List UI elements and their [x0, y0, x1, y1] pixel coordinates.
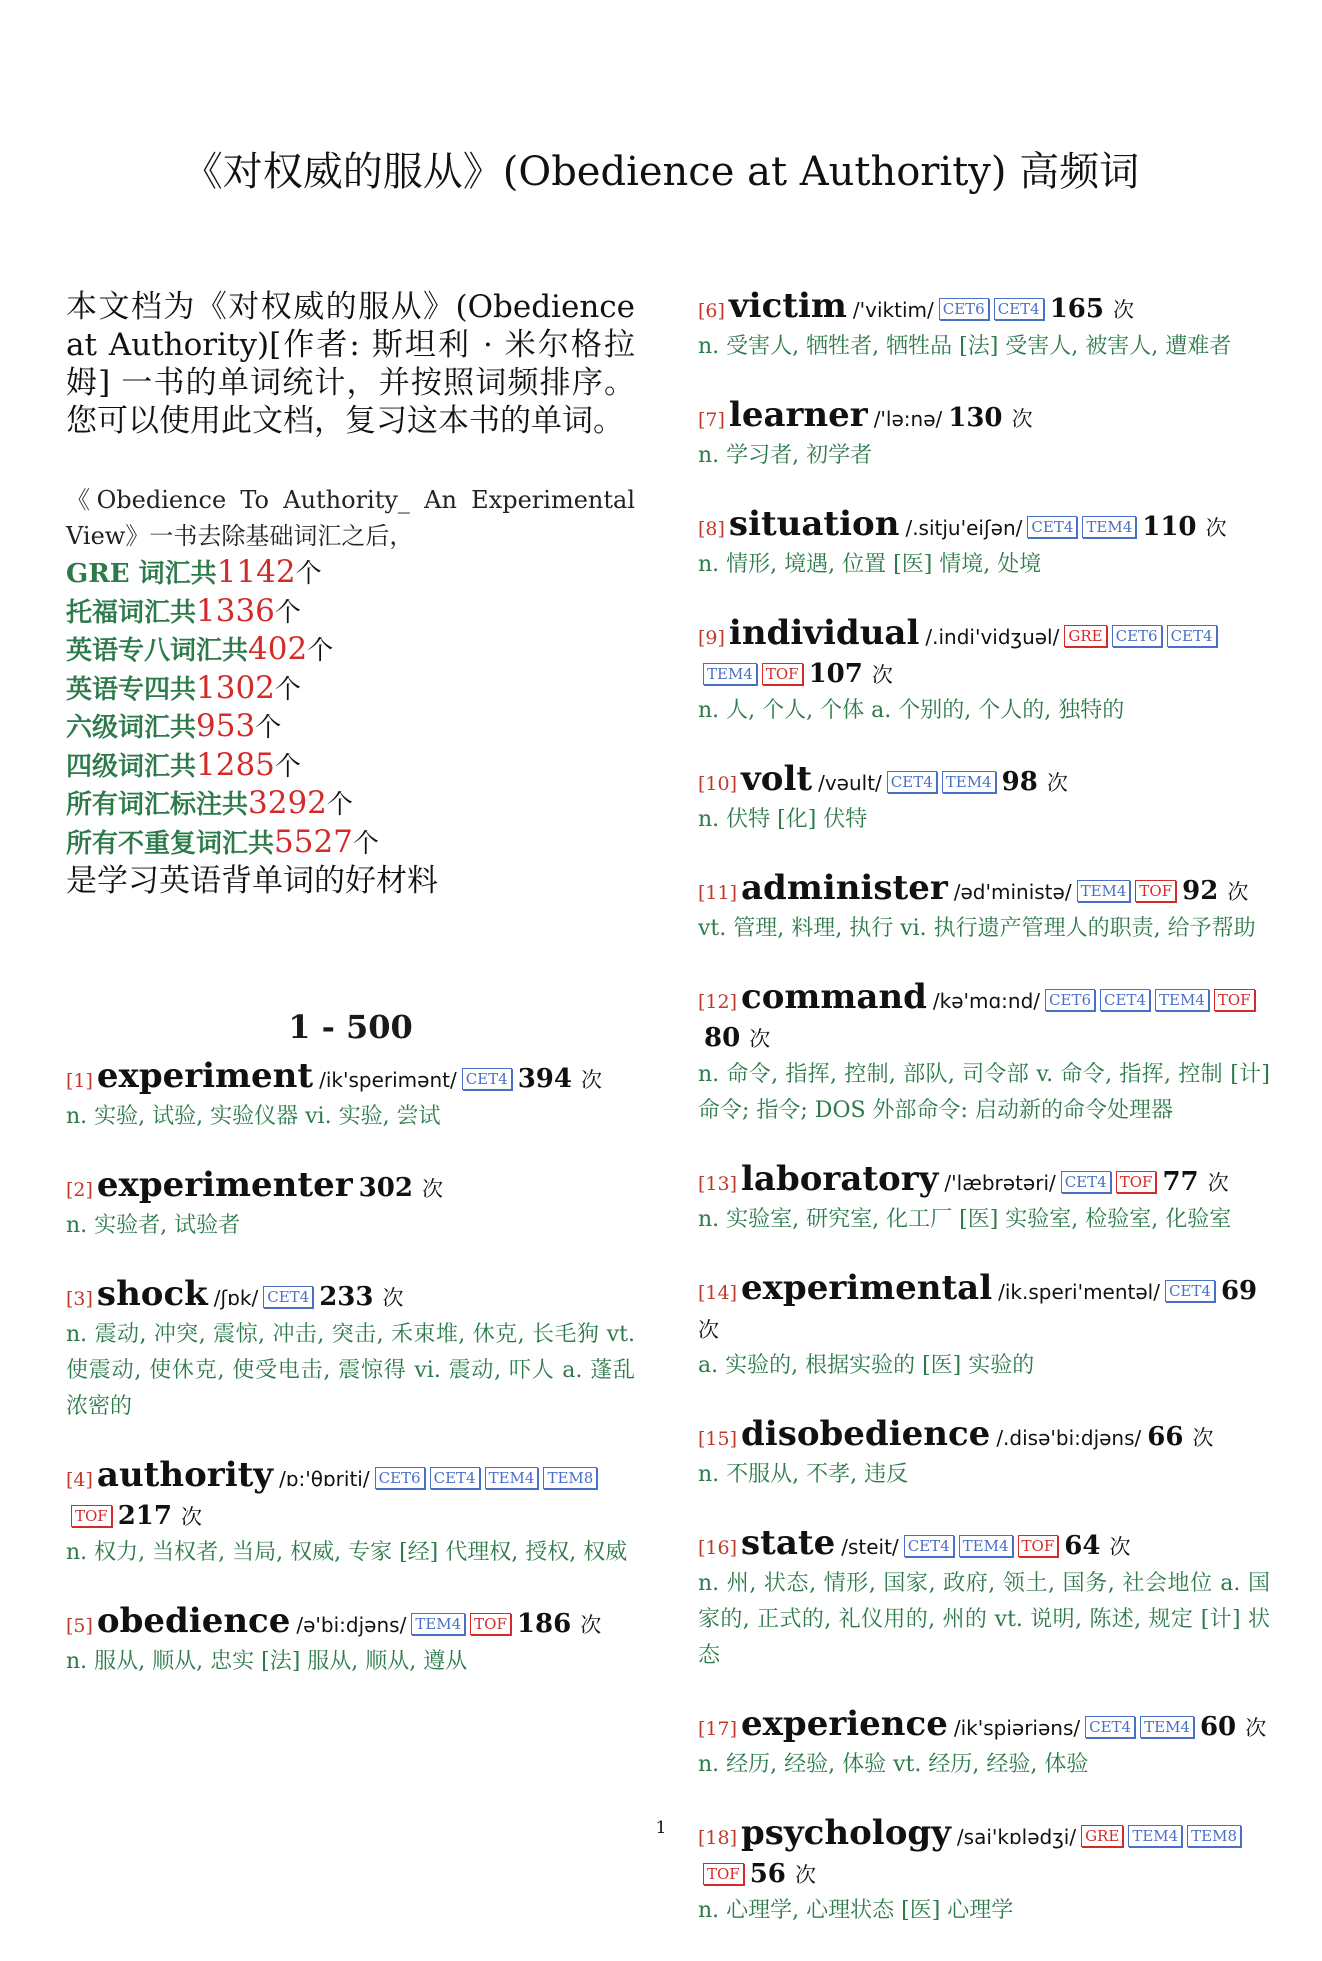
count-unit: 次 — [749, 1027, 771, 1051]
entry-definition: n. 实验室, 研究室, 化工厂 [医] 实验室, 检验室, 化验室 — [698, 1207, 1232, 1232]
stat-row — [66, 554, 635, 593]
stat-value: 1142 — [216, 554, 296, 590]
level-tag: CET4 — [1027, 516, 1077, 538]
entry-definition: n. 伏特 [化] 伏特 — [698, 807, 868, 832]
word-entry — [66, 1058, 635, 1135]
entry-phonetic: /'lə:nə/ — [873, 407, 943, 431]
stat-value: 1302 — [196, 669, 275, 706]
entry-count: 394 — [517, 1064, 582, 1094]
level-tag: TEM8 — [1187, 1825, 1241, 1847]
level-tag: CET4 — [1165, 1280, 1215, 1302]
level-tag: TEM4 — [411, 1613, 465, 1635]
entry-definition: n. 服从, 顺从, 忠实 [法] 服从, 顺从, 遵从 — [66, 1649, 468, 1674]
count-unit: 次 — [581, 1068, 603, 1092]
word-entry — [698, 397, 1270, 474]
level-tag: CET4 — [1100, 989, 1150, 1011]
entry-definition: n. 不服从, 不孝, 违反 — [698, 1462, 909, 1487]
entry-definition: n. 情形, 境遇, 位置 [医] 情境, 处境 — [698, 552, 1042, 577]
entry-count: 165 — [1049, 294, 1114, 324]
level-tag: TEM4 — [703, 663, 757, 685]
stats-list — [66, 554, 635, 862]
entry-count: 64 — [1064, 1531, 1110, 1561]
entry-index: [3] — [66, 1288, 93, 1310]
entry-head — [66, 1167, 635, 1208]
stat-unit: 个 — [307, 636, 334, 666]
count-unit: 次 — [1046, 771, 1068, 795]
entry-word: command — [741, 977, 927, 1017]
entry-index: [7] — [698, 409, 725, 431]
entry-word: administer — [741, 868, 948, 908]
entry-definition: n. 人, 个人, 个体 a. 个别的, 个人的, 独特的 — [698, 698, 1125, 723]
entry-count: 302 — [358, 1173, 422, 1203]
entry-count: 217 — [117, 1501, 182, 1531]
count-unit: 次 — [1207, 1171, 1229, 1195]
word-entry — [66, 1276, 635, 1425]
entry-phonetic: /steit/ — [841, 1535, 899, 1559]
entry-head — [698, 506, 1270, 547]
entry-word: experimental — [741, 1268, 993, 1308]
entry-count: 66 — [1147, 1422, 1193, 1452]
level-tag: CET6 — [375, 1467, 425, 1489]
level-tag: GRE — [1081, 1825, 1123, 1847]
stat-label: 四级词汇共 — [66, 751, 197, 782]
stat-unit: 个 — [326, 790, 353, 820]
stat-value: 5527 — [274, 823, 353, 860]
level-tag: CET4 — [462, 1068, 512, 1090]
entry-count: 77 — [1162, 1167, 1208, 1197]
intro-paragraph: 本文档为《对权威的服从》(Obedience at Authority)[作者: 斯坦利 · 米尔格拉姆] 一书的单词统计，并按照词频排序。您可以使用此文档，复习这本书的单词。 — [66, 289, 635, 439]
word-entry — [698, 761, 1270, 838]
entry-head — [698, 979, 1270, 1057]
entry-phonetic: /.indi'vidʒuəl/ — [925, 625, 1060, 649]
entry-head — [698, 1161, 1270, 1202]
entry-phonetic: /vəult/ — [818, 771, 882, 795]
level-tag: TOF — [71, 1505, 112, 1527]
level-tag: TEM4 — [1155, 989, 1209, 1011]
entry-index: [6] — [698, 300, 725, 322]
level-tag: CET4 — [263, 1286, 313, 1308]
closing-line: 是学习英语背单词的好材料 — [66, 863, 438, 899]
level-tag: TEM4 — [485, 1467, 539, 1489]
entry-head — [66, 1276, 635, 1317]
word-entry — [698, 979, 1270, 1129]
entry-index: [13] — [698, 1173, 738, 1195]
count-unit: 次 — [1011, 407, 1033, 431]
count-unit: 次 — [181, 1505, 203, 1529]
stat-row — [66, 708, 635, 747]
entry-phonetic: /ik'sperimənt/ — [319, 1068, 457, 1092]
entry-phonetic: /ɒ:'θɒriti/ — [279, 1467, 370, 1491]
entry-index: [2] — [66, 1179, 93, 1201]
entry-count: 110 — [1142, 512, 1206, 542]
stat-unit: 个 — [274, 597, 301, 628]
entry-definition: n. 实验者, 试验者 — [66, 1213, 241, 1238]
entry-definition: n. 受害人, 牺牲者, 牺牲品 [法] 受害人, 被害人, 遭难者 — [698, 334, 1232, 359]
level-tag: CET4 — [994, 298, 1044, 320]
entry-head — [66, 1603, 635, 1644]
entry-count: 60 — [1199, 1712, 1246, 1742]
count-unit: 次 — [698, 1318, 719, 1342]
entry-head — [698, 1706, 1270, 1747]
count-unit: 次 — [1205, 516, 1227, 540]
entry-phonetic: /əd'ministə/ — [953, 880, 1072, 904]
entry-head — [698, 397, 1270, 438]
stat-label: 所有不重复词汇共 — [66, 828, 275, 859]
entry-word: authority — [96, 1455, 274, 1495]
entry-word: shock — [96, 1274, 208, 1314]
entry-head — [66, 1058, 635, 1099]
stat-row — [66, 670, 635, 709]
count-unit: 次 — [1109, 1535, 1131, 1559]
word-entry — [698, 870, 1270, 947]
level-tag: TEM8 — [543, 1467, 597, 1489]
level-tag: TEM4 — [1082, 516, 1136, 538]
level-tag: TEM4 — [1128, 1825, 1182, 1847]
entry-phonetic: /.disə'bi:djəns/ — [996, 1426, 1142, 1450]
stat-row — [66, 631, 635, 670]
level-tag: CET4 — [904, 1535, 954, 1557]
entry-count: 92 — [1182, 876, 1228, 906]
entry-definition: n. 权力, 当权者, 当局, 权威, 专家 [经] 代理权, 授权, 权威 — [66, 1540, 628, 1565]
level-tag: TOF — [762, 663, 803, 685]
stat-unit: 个 — [274, 751, 301, 782]
entry-phonetic: /'viktim/ — [852, 298, 934, 322]
entry-list-right — [698, 288, 1270, 1929]
entry-definition: n. 学习者, 初学者 — [698, 443, 873, 468]
entry-word: experimenter — [96, 1165, 353, 1205]
stat-label: 英语专八词汇共 — [66, 636, 249, 666]
entry-phonetic: /ʃɒk/ — [213, 1286, 259, 1310]
entry-index: [5] — [66, 1615, 93, 1637]
stat-row — [66, 824, 635, 863]
entry-word: psychology — [741, 1813, 951, 1853]
count-unit: 次 — [1227, 880, 1249, 904]
level-tag: TOF — [470, 1613, 511, 1635]
entry-definition: n. 心理学, 心理状态 [医] 心理学 — [698, 1898, 1014, 1923]
stat-label: 所有词汇标注共 — [66, 790, 249, 820]
level-tag: CET4 — [1085, 1716, 1135, 1738]
count-unit: 次 — [382, 1286, 404, 1310]
entry-definition: n. 州, 状态, 情形, 国家, 政府, 领土, 国务, 社会地位 a. 国家的, 正式的, 礼仪用的, 州的 vt. 说明, 陈述, 规定 [计] 状态 — [698, 1571, 1270, 1668]
level-tag: CET6 — [1112, 625, 1162, 647]
entry-head — [698, 288, 1270, 329]
entry-count: 80 — [704, 1023, 750, 1053]
entry-word: experience — [741, 1704, 948, 1744]
count-unit: 次 — [421, 1177, 443, 1201]
entry-definition: n. 震动, 冲突, 震惊, 冲击, 突击, 禾束堆, 休克, 长毛狗 vt. 使震动, 使休克, 使受电击, 震惊得 vi. 震动, 吓人 a. 蓬乱浓密的 — [66, 1322, 635, 1419]
count-unit: 次 — [580, 1613, 602, 1637]
entry-head — [698, 1270, 1270, 1348]
entry-count: 69 — [1220, 1276, 1258, 1306]
page-number: 1 — [655, 1818, 667, 1838]
entry-count: 186 — [516, 1609, 581, 1639]
level-tag: GRE — [1064, 625, 1106, 647]
book-subtitle: 《Obedience To Authority_ An Experimental View》一书去除基础词汇之后， — [66, 486, 635, 550]
entry-word: victim — [728, 286, 847, 326]
level-tag: CET4 — [1061, 1171, 1111, 1193]
stat-unit: 个 — [274, 674, 301, 705]
word-entry — [698, 1161, 1270, 1238]
count-unit: 次 — [794, 1863, 816, 1887]
level-tag: TOF — [1135, 880, 1176, 902]
level-tag: CET4 — [1167, 625, 1217, 647]
stat-unit: 个 — [352, 828, 379, 859]
level-tag: TOF — [1214, 989, 1255, 1011]
stat-unit: 个 — [255, 713, 282, 743]
stat-value: 1285 — [196, 746, 275, 783]
count-unit: 次 — [1113, 298, 1135, 322]
left-column — [66, 288, 635, 1712]
entry-head — [698, 761, 1270, 802]
entry-definition: a. 实验的, 根据实验的 [医] 实验的 — [698, 1353, 1035, 1378]
level-tag: TEM4 — [959, 1535, 1013, 1557]
entry-word: individual — [728, 613, 920, 653]
entry-phonetic: /ə'bi:djəns/ — [296, 1613, 407, 1637]
entry-phonetic: /ik.speri'mentəl/ — [998, 1280, 1160, 1304]
entry-word: state — [741, 1523, 836, 1563]
level-tag: CET6 — [939, 298, 989, 320]
word-entry — [698, 506, 1270, 583]
entry-index: [9] — [698, 627, 725, 649]
word-entry — [698, 1270, 1270, 1384]
stat-value: 3292 — [248, 785, 327, 821]
entry-phonetic: /sai'kɒlədʒi/ — [956, 1825, 1077, 1849]
level-tag: CET4 — [430, 1467, 480, 1489]
count-unit: 次 — [1245, 1716, 1267, 1740]
level-tag: TOF — [1116, 1171, 1157, 1193]
entry-phonetic: /kə'mɑ:nd/ — [932, 989, 1041, 1013]
entry-index: [17] — [698, 1718, 738, 1740]
level-tag: CET4 — [887, 771, 937, 793]
page-title: 《对权威的服从》(Obedience at Authority) 高频词 — [182, 149, 1140, 195]
entry-count: 98 — [1001, 767, 1047, 797]
word-entry — [698, 288, 1270, 365]
entry-word: laboratory — [741, 1159, 939, 1199]
entry-count: 56 — [749, 1859, 795, 1889]
entry-head — [698, 870, 1270, 911]
entry-index: [11] — [698, 882, 738, 904]
level-tag: TEM4 — [1077, 880, 1131, 902]
entry-definition: n. 经历, 经验, 体验 vt. 经历, 经验, 体验 — [698, 1752, 1089, 1777]
entry-phonetic: /.sitju'eiʃən/ — [905, 516, 1023, 540]
entry-index: [18] — [698, 1827, 738, 1849]
entry-phonetic: /'læbrətəri/ — [944, 1171, 1056, 1195]
entry-index: [10] — [698, 773, 738, 795]
entry-word: experiment — [96, 1056, 314, 1096]
entry-index: [14] — [698, 1282, 738, 1304]
entry-count: 130 — [948, 403, 1012, 433]
entry-index: [8] — [698, 518, 725, 540]
stat-label: 英语专四共 — [66, 674, 197, 705]
stat-value: 1336 — [196, 592, 275, 629]
entry-head — [66, 1457, 635, 1535]
stat-value: 402 — [248, 631, 308, 667]
level-tag: TOF — [703, 1863, 744, 1885]
entry-head — [698, 1416, 1270, 1457]
entry-head — [698, 615, 1270, 693]
stat-label: 托福词汇共 — [66, 597, 197, 628]
entry-index: [12] — [698, 991, 738, 1013]
entry-definition: vt. 管理, 料理, 执行 vi. 执行遗产管理人的职责, 给予帮助 — [698, 916, 1256, 941]
stat-row — [66, 785, 635, 824]
entry-count: 107 — [808, 659, 872, 689]
word-entry — [698, 1525, 1270, 1674]
entry-word: volt — [741, 759, 813, 799]
word-entry — [66, 1167, 635, 1244]
section-heading: 1 - 500 — [288, 1008, 413, 1046]
stat-label: 六级词汇共 — [66, 713, 197, 743]
word-entry — [66, 1457, 635, 1571]
entry-index: [15] — [698, 1428, 738, 1450]
entry-phonetic: /ik'spiəriəns/ — [953, 1716, 1081, 1740]
word-entry — [698, 1706, 1270, 1783]
stat-label: GRE 词汇共 — [66, 559, 217, 589]
count-unit: 次 — [1192, 1426, 1214, 1450]
entry-list-left — [66, 1058, 635, 1680]
word-entry — [698, 615, 1270, 729]
word-entry — [66, 1603, 635, 1680]
entry-word: situation — [728, 504, 900, 544]
entry-head — [698, 1525, 1270, 1566]
entry-word: learner — [728, 395, 868, 435]
stat-unit: 个 — [295, 559, 322, 589]
entry-word: disobedience — [741, 1414, 991, 1454]
entry-definition: n. 命令, 指挥, 控制, 部队, 司令部 v. 命令, 指挥, 控制 [计] 命令; 指令; DOS 外部命令: 启动新的命令处理器 — [698, 1062, 1270, 1123]
entry-index: [4] — [66, 1469, 93, 1491]
entry-index: [16] — [698, 1537, 738, 1559]
level-tag: TEM4 — [1140, 1716, 1194, 1738]
right-column — [698, 288, 1270, 1961]
level-tag: TOF — [1018, 1535, 1059, 1557]
level-tag: TEM4 — [942, 771, 996, 793]
stat-row — [66, 593, 635, 632]
stat-value: 953 — [196, 708, 256, 744]
word-entry — [698, 1416, 1270, 1493]
count-unit: 次 — [871, 663, 893, 687]
entry-index: [1] — [66, 1070, 93, 1092]
entry-count: 233 — [319, 1282, 383, 1312]
entry-definition: n. 实验, 试验, 实验仪器 vi. 实验, 尝试 — [66, 1104, 441, 1129]
stat-row — [66, 747, 635, 786]
entry-word: obedience — [96, 1601, 291, 1641]
level-tag: CET6 — [1045, 989, 1095, 1011]
